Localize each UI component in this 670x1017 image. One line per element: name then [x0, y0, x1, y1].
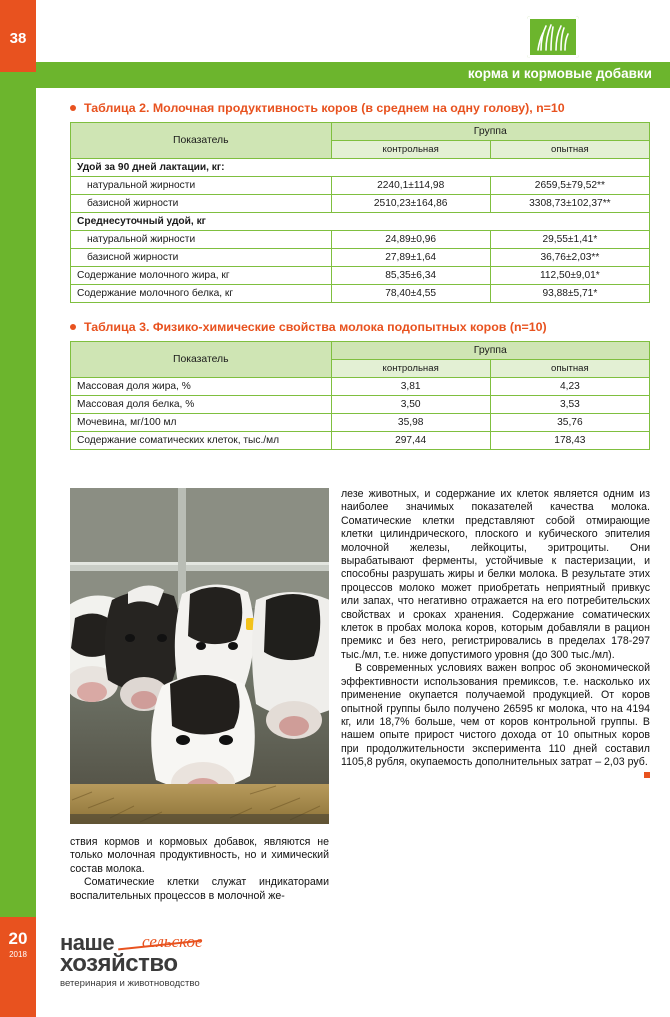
table2-cell-experimental: 93,88±5,71*: [490, 285, 649, 303]
table3-cell-experimental: 178,43: [490, 432, 649, 450]
left-rail: [0, 0, 36, 1017]
page-number-top: 38: [9, 30, 27, 47]
table2-cell-experimental: 29,55±1,41*: [490, 231, 649, 249]
table2-header-experimental: опытная: [490, 141, 649, 159]
paragraph: лезе животных, и содержание их клеток является одним из наиболее значимых показателей качества молока. Соматические клетки представляют собой отмирающие клетки цилиндрического, плоского и кубического эпителия молочной железы, лейкоциты, эритроциты. Они вырабатывают ферменты, устойчивые к пастеризации, и способны разрушать жиры и белки молока. В результате этих процессов молоко может приобретать неприятный привкус или запах, что негативно отражается на его потребительских свойствах и сроках хранения. Содержание соматических клеток в пробах молока коров, которым добавляли в рацион премикс и без него, регистрировались в пределах 178-297 тыс./мл, т.е. ниже допустимого уровня (до 300 тыс./мл).: [341, 488, 650, 661]
table2-header-control: контрольная: [331, 141, 490, 159]
table2-cell-label: Содержание молочного белка, кг: [71, 285, 332, 303]
paragraph: В современных условиях важен вопрос об экономической эффективности использования премиксов, т.е. насколько их применение окупается получаемой продукцией. От коров опытной группы было получено 26595 кг молока, что на 4194 кг, или 18,7% больше, чем от коров контрольной группы. В нашем опыте прирост чистого дохода от 10 опытных коров при продолжительности эксперимента 110 дней составил 1105,8 рубля, окупаемость дополнительных затрат – 2,03 руб.: [341, 662, 650, 769]
table3-header-indicator: Показатель: [71, 342, 332, 378]
issue-number: 20: [8, 929, 28, 948]
table3-cell-experimental: 4,23: [490, 378, 649, 396]
paragraph: ствия кормов и кормовых добавок, являются не только молочная продуктивность, но и химический состав молока.: [70, 836, 329, 875]
table3-wrapper: [70, 341, 650, 450]
table2-cell-label: натуральной жирности: [71, 177, 332, 195]
table2-header-indicator: Показатель: [71, 123, 332, 159]
table3-cell-control: 3,81: [331, 378, 490, 396]
table3-header-group: Группа: [331, 342, 649, 360]
table2-cell-control: 2240,1±114,98: [331, 177, 490, 195]
rail-green-block: [0, 72, 36, 917]
table2-cell-label: Среднесуточный удой, кг: [71, 213, 650, 231]
table2-cell-control: 24,89±0,96: [331, 231, 490, 249]
issue-year: 2018: [9, 950, 27, 959]
table2-cell-label: натуральной жирности: [71, 231, 332, 249]
header-section-title: корма и кормовые добавки: [467, 66, 652, 81]
table2-cell-label: Содержание молочного жира, кг: [71, 267, 332, 285]
table2-cell-label: Удой за 90 дней лактации, кг:: [71, 159, 650, 177]
table2-cell-label: базисной жирности: [71, 195, 332, 213]
table-row: [71, 231, 650, 249]
table-row: [71, 267, 650, 285]
table2-cell-control: 85,35±6,34: [331, 267, 490, 285]
table3-caption-text: Таблица 3. Физико-химические свойства молока подопытных коров (n=10): [84, 320, 547, 334]
table2-cell-label: базисной жирности: [71, 249, 332, 267]
table-row: [71, 285, 650, 303]
table-row: [71, 432, 650, 450]
table2-caption: [70, 100, 650, 116]
table2-cell-control: 2510,23±164,86: [331, 195, 490, 213]
table-row: [71, 177, 650, 195]
body-right-column: [341, 488, 650, 783]
grass-logo-icon: [527, 16, 579, 58]
table2-cell-control: 78,40±4,55: [331, 285, 490, 303]
table3-cell-control: 35,98: [331, 414, 490, 432]
table3-cell-control: 297,44: [331, 432, 490, 450]
bullet-icon: [70, 324, 76, 330]
table3-header-experimental: опытная: [490, 360, 649, 378]
table2-cell-experimental: 36,76±2,03**: [490, 249, 649, 267]
table-row: [71, 378, 650, 396]
table-milk-properties: [70, 341, 650, 450]
table2-cell-control: 27,89±1,64: [331, 249, 490, 267]
table3-cell-experimental: 3,53: [490, 396, 649, 414]
table-row: [71, 213, 650, 231]
table2-cell-experimental: 112,50±9,01*: [490, 267, 649, 285]
table2-header-group: Группа: [331, 123, 649, 141]
body-left-column: [70, 836, 329, 903]
cows-at-feed-fence-photo: [70, 488, 329, 824]
table2-cell-experimental: 3308,73±102,37**: [490, 195, 649, 213]
table3-cell-label: Содержание соматических клеток, тыс./мл: [71, 432, 332, 450]
table-row: [71, 414, 650, 432]
content-column: [70, 100, 650, 466]
table3-cell-label: Массовая доля жира, %: [71, 378, 332, 396]
table-row: [71, 342, 650, 360]
end-marker-icon: [644, 772, 650, 778]
table2-wrapper: [70, 122, 650, 303]
table3-header-control: контрольная: [331, 360, 490, 378]
table-row: [71, 249, 650, 267]
logo-subtitle: ветеринария и животноводство: [60, 978, 200, 989]
magazine-logo: [60, 930, 320, 992]
table-milk-productivity: [70, 122, 650, 303]
table3-cell-label: Мочевина, мг/100 мл: [71, 414, 332, 432]
table3-cell-label: Массовая доля белка, %: [71, 396, 332, 414]
logo-word-hozyaystvo: хозяйство: [60, 950, 178, 977]
table3-caption: [70, 319, 650, 335]
table-row: [71, 195, 650, 213]
logo-word-nashe: наше: [60, 930, 115, 955]
table3-cell-experimental: 35,76: [490, 414, 649, 432]
table3-cell-control: 3,50: [331, 396, 490, 414]
logo-word-selskoe: сельское: [142, 932, 203, 951]
table-row: [71, 123, 650, 141]
table2-caption-text: Таблица 2. Молочная продуктивность коров (в среднем на одну голову), n=10: [84, 101, 565, 115]
paragraph: Соматические клетки служат индикаторами воспалительных процессов в молочной же-: [70, 876, 329, 902]
table-row: [71, 396, 650, 414]
table2-cell-experimental: 2659,5±79,52**: [490, 177, 649, 195]
bullet-icon: [70, 105, 76, 111]
table-row: [71, 159, 650, 177]
